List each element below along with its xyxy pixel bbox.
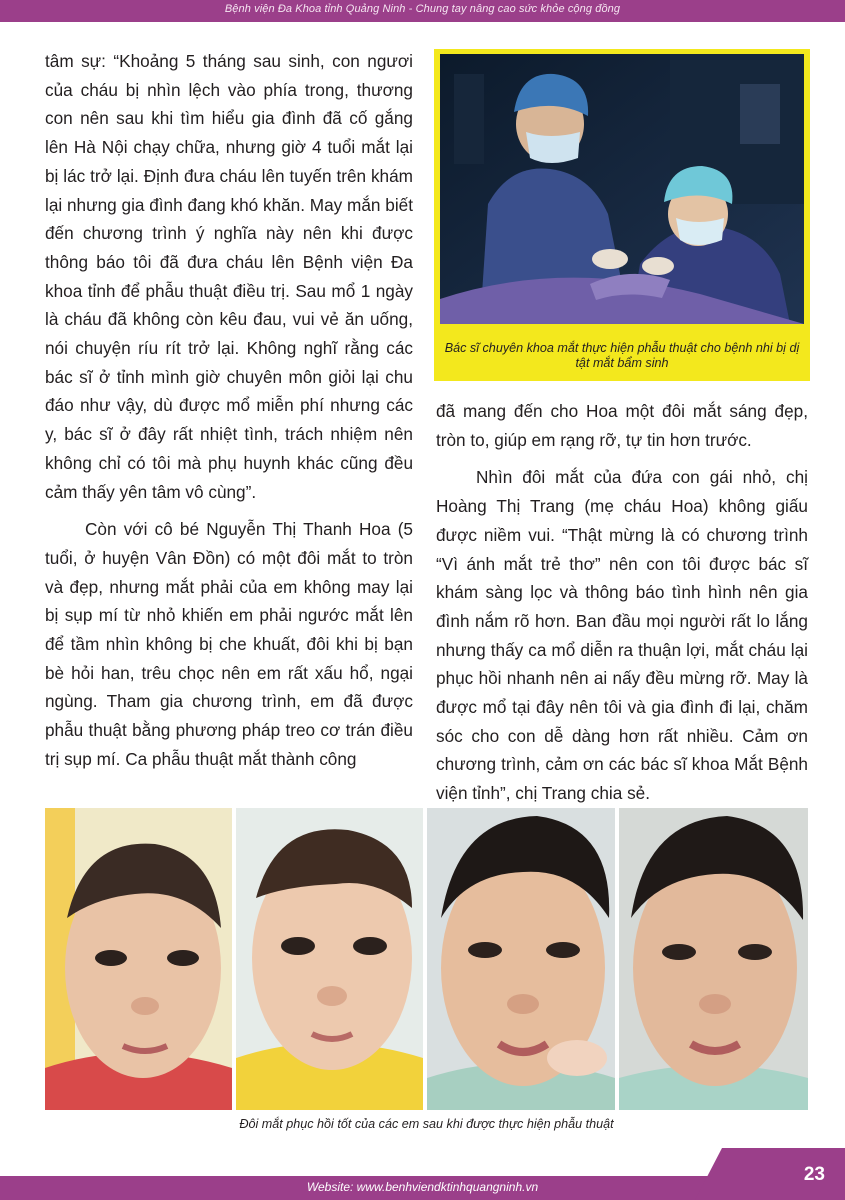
- paragraph-3: đã mang đến cho Hoa một đôi mắt sáng đẹp, tròn to, giúp em rạng rỡ, tự tin hơn trước.: [436, 401, 808, 450]
- child-photo: [427, 808, 615, 1110]
- surgery-photo: [440, 54, 804, 324]
- page-number: 23: [803, 1164, 825, 1185]
- surgery-photo-box: [434, 49, 810, 381]
- child-photo: [45, 808, 232, 1110]
- child-photo: [619, 808, 808, 1110]
- paragraph-2: Còn với cô bé Nguyễn Thị Thanh Hoa (5 tuổi, ở huyện Vân Đồn) có một đôi mắt to tròn và đẹp, nhưng mắt phải của em không may lại bị sụp mí từ nhỏ khiến em phải ngước mắt lên để tầm nhìn không bị che khuất, đôi khi bị bạn bè hỏi han, trêu chọc nên em rất xấu hổ, ngại ngùng. Tham gia chương trình, em đã được phẫu thuật bằng phương pháp treo cơ trán điều trị sụp mí. Ca phẫu thuật mắt thành công: [45, 519, 413, 769]
- child-photo: [236, 808, 423, 1110]
- website-link[interactable]: Website: www.benhviendktinhquangninh.vn: [306, 1180, 539, 1194]
- surgery-photo-caption: Bác sĩ chuyên khoa mắt thực hiện phẫu thuật cho bệnh nhi bị dị tật mắt bẩm sinh: [444, 341, 800, 370]
- header-text: Bệnh viện Đa Khoa tỉnh Quảng Ninh - Chung tay nâng cao sức khỏe cộng đồng: [224, 3, 621, 15]
- footer: [0, 1148, 845, 1200]
- children-photo-caption: Đôi mắt phục hồi tốt của các em sau khi được thực hiện phẫu thuật: [239, 1117, 614, 1131]
- paragraph-1: tâm sự: “Khoảng 5 tháng sau sinh, con ngươi của cháu bị nhìn lệch vào phía trong, thương con nên sau khi tìm hiểu gia đình đã cố gắng lên Hà Nội chạy chữa, nhưng giờ 4 tuổi mắt lại bị lác trở lại. Định đưa cháu lên tuyến trên khám lại nhưng gia đình đang khó khăn. May mắn biết đến chương trình ý nghĩa này nên khi được thông báo tôi đã đưa cháu lên Bệnh viện Đa khoa tỉnh để phẫu thuật điều trị. Sau mổ 1 ngày là cháu đã không còn kêu đau, vui vẻ ăn uống, nói chuyện ríu rít trở lại. Không nghĩ rằng các bác sĩ ở tỉnh mình giờ chuyên môn giỏi lại chu đáo như vậy, dù được mổ miễn phí nhưng các y, bác sĩ ở đây rất nhiệt tình, trách nhiệm nên không chỉ có tôi mà phụ huynh khác cũng đều cảm thấy yên tâm vô cùng”.: [45, 51, 413, 502]
- header-bar: [0, 0, 845, 22]
- left-column: [45, 47, 413, 774]
- children-photo-strip: [45, 808, 808, 1110]
- paragraph-4: Nhìn đôi mắt của đứa con gái nhỏ, chị Hoàng Thị Trang (mẹ cháu Hoa) không giấu được niềm vui. “Thật mừng là có chương trình “Vì ánh mắt trẻ thơ” nên con tôi được bác sĩ khám sàng lọc và thông báo tình hình nên gia đình nắm rõ hơn. Ban đầu mọi người rất lo lắng nhưng thấy ca mổ diễn ra thuận lợi, mắt cháu lại phục hồi nhanh nên ai nấy đều mừng rỡ. May là được mổ tại đây nên tôi và gia đình đi lại, chăm sóc cho con dễ dàng hơn rất nhiều. Cảm ơn chương trình, cảm ơn các bác sĩ khoa Mắt Bệnh viện tỉnh”, chị Trang chia sẻ.: [436, 467, 808, 804]
- right-column: [436, 397, 808, 808]
